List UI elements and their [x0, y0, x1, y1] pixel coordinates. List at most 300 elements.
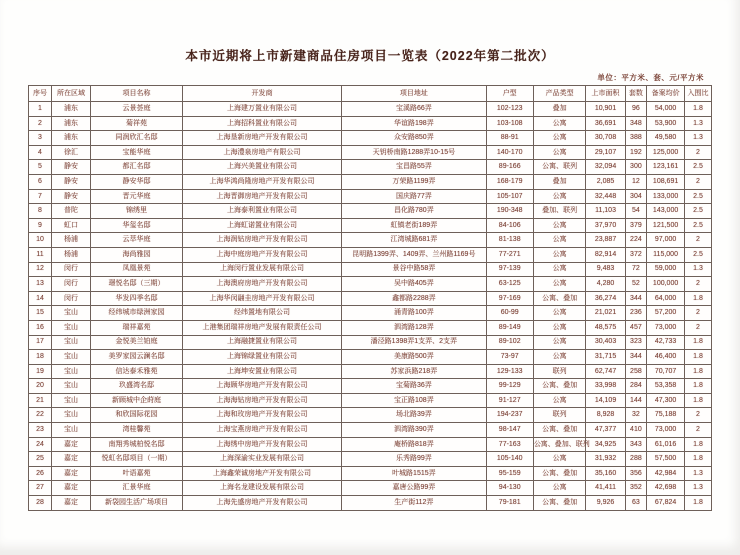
table-cell: 上港集团瑞祥房地产发展有限责任公司	[182, 320, 341, 335]
unit-note: 单位：平方米、套、元/平方米	[597, 73, 704, 82]
table-cell: 73,000	[647, 320, 685, 335]
table-cell: 宝能华庭	[91, 145, 183, 160]
table-cell: 金悦美兰铂庭	[91, 335, 183, 350]
table-cell: 8	[29, 204, 52, 219]
table-cell: 2.5	[684, 160, 711, 175]
table-cell: 1.3	[684, 481, 711, 496]
table-cell: 华玺名邸	[91, 218, 183, 233]
table-cell: 嘉定	[51, 452, 90, 467]
table-cell: 上海名龙建设发展有限公司	[182, 481, 341, 496]
table-cell: 20	[29, 379, 52, 394]
table-cell: 300	[625, 160, 647, 175]
table-cell: 上海招科置业有限公司	[182, 116, 341, 131]
table-cell: 9,926	[586, 496, 625, 511]
table-cell: 联列	[533, 364, 586, 379]
table-cell: 2	[29, 116, 52, 131]
table-cell: 102-123	[486, 102, 533, 117]
table-cell: 47,300	[647, 393, 685, 408]
table-cell: 上海华闵翮圭房地产开发有限公司	[182, 291, 341, 306]
table-cell: 潘泾路1398弄1支弄、2支弄	[342, 335, 486, 350]
table-cell: 97,000	[647, 233, 685, 248]
table-cell: 徐汇	[51, 145, 90, 160]
table-cell: 57,500	[647, 452, 685, 467]
table-cell: 宝山	[51, 320, 90, 335]
table-cell: 天钥桥南路1288弄10-15号	[342, 145, 486, 160]
table-cell: 虹镇老街189弄	[342, 218, 486, 233]
table-cell: 10	[29, 233, 52, 248]
table-cell: 4	[29, 145, 52, 160]
table-cell: 62,747	[586, 364, 625, 379]
table-cell: 17	[29, 335, 52, 350]
table-row	[29, 481, 712, 496]
table-cell: 2	[684, 145, 711, 160]
table-cell: 14,109	[586, 393, 625, 408]
table-cell: 1.8	[684, 437, 711, 452]
table-cell: 公寓	[533, 350, 586, 365]
table-cell: 上海澳府房地产开发有限公司	[182, 277, 341, 292]
table-cell: 1	[29, 102, 52, 117]
table-cell: 美罗家园云澜名邸	[91, 350, 183, 365]
table-cell: 1.8	[684, 452, 711, 467]
table-cell: 静安	[51, 174, 90, 189]
table-cell: 46,400	[647, 350, 685, 365]
table-cell: 81-138	[486, 233, 533, 248]
table-body	[29, 102, 712, 511]
table-row	[29, 145, 712, 160]
table-cell: 上海融捷置业有限公司	[182, 335, 341, 350]
table-cell: 343	[625, 437, 647, 452]
table-cell: 125,000	[647, 145, 685, 160]
table-cell: 南翔秀城柏悦名邸	[91, 437, 183, 452]
table-cell: 8,928	[586, 408, 625, 423]
table-cell: 63-125	[486, 277, 533, 292]
table-cell: 嘉定	[51, 437, 90, 452]
table-cell: 上海绣中房地产开发有限公司	[182, 437, 341, 452]
table-cell: 379	[625, 218, 647, 233]
table-cell: 73-97	[486, 350, 533, 365]
table-cell: 11,103	[586, 204, 625, 219]
table-cell: 105-107	[486, 189, 533, 204]
table-row	[29, 496, 712, 511]
table-cell: 115,000	[647, 247, 685, 262]
table-cell: 388	[625, 131, 647, 146]
table-cell: 上海泰利置业有限公司	[182, 204, 341, 219]
table-cell: 江湾城路681弄	[342, 233, 486, 248]
table-row	[29, 131, 712, 146]
table-row	[29, 379, 712, 394]
table-cell: 菊祥苑	[91, 116, 183, 131]
table-row	[29, 452, 712, 467]
table-cell: 19	[29, 364, 52, 379]
table-cell: 77-271	[486, 247, 533, 262]
column-header: 项目名称	[91, 86, 183, 102]
table-cell: 上海虹诺置业有限公司	[182, 218, 341, 233]
table-cell: 叠加	[533, 102, 586, 117]
table-cell: 1.8	[684, 393, 711, 408]
table-cell: 都汇名邸	[91, 160, 183, 175]
table-cell: 30,708	[586, 131, 625, 146]
table-cell: 11	[29, 247, 52, 262]
table-cell: 10,901	[586, 102, 625, 117]
table-cell: 1.8	[684, 350, 711, 365]
table-cell: 上海中庭房地产开发有限公司	[182, 247, 341, 262]
table-cell: 224	[625, 233, 647, 248]
table-cell: 36,691	[586, 116, 625, 131]
table-cell: 28	[29, 496, 52, 511]
table-cell: 21,021	[586, 306, 625, 321]
table-cell: 华谊路198弄	[342, 116, 486, 131]
table-cell: 2.5	[684, 204, 711, 219]
table-cell: 1.8	[684, 496, 711, 511]
table-cell: 静安	[51, 189, 90, 204]
table-cell: 9,483	[586, 262, 625, 277]
table-cell: 公寓、叠加	[533, 379, 586, 394]
table-row	[29, 350, 712, 365]
table-cell: 泗湾路390弄	[342, 423, 486, 438]
table-cell: 73,000	[647, 423, 685, 438]
table-cell: 公寓、叠加	[533, 466, 586, 481]
table-cell: 7	[29, 189, 52, 204]
table-cell: 叶城路1515弄	[342, 466, 486, 481]
table-cell: 宝山	[51, 350, 90, 365]
table-cell: 嘉定	[51, 481, 90, 496]
table-row	[29, 204, 712, 219]
table-cell: 75,188	[647, 408, 685, 423]
table-cell: 宝山	[51, 364, 90, 379]
table-cell: 63	[625, 496, 647, 511]
table-cell: 67,824	[647, 496, 685, 511]
table-header-row	[29, 86, 712, 102]
table-cell: 2	[684, 233, 711, 248]
table-cell: 生产街112弄	[342, 496, 486, 511]
column-header: 户型	[486, 86, 533, 102]
table-cell: 84-106	[486, 218, 533, 233]
table-cell: 89-149	[486, 320, 533, 335]
table-cell: 昆明路1399弄、1409弄、兰州路1169号	[342, 247, 486, 262]
table-cell: 23	[29, 423, 52, 438]
table-cell: 杨浦	[51, 233, 90, 248]
table-cell: 上海顾华房地产开发有限公司	[182, 379, 341, 394]
table-cell: 4,280	[586, 277, 625, 292]
table-cell: 192	[625, 145, 647, 160]
table-cell: 2,085	[586, 174, 625, 189]
table-cell: 18	[29, 350, 52, 365]
table-cell: 36,274	[586, 291, 625, 306]
table-cell: 9	[29, 218, 52, 233]
table-cell: 33,998	[586, 379, 625, 394]
table-cell: 2.5	[684, 189, 711, 204]
table-cell: 场北路39弄	[342, 408, 486, 423]
table-cell: 457	[625, 320, 647, 335]
table-row	[29, 335, 712, 350]
table-cell: 27	[29, 481, 52, 496]
table-cell: 190-348	[486, 204, 533, 219]
table-cell: 22	[29, 408, 52, 423]
table-cell: 2	[684, 408, 711, 423]
table-row	[29, 423, 712, 438]
table-row	[29, 247, 712, 262]
table-cell: 公寓	[533, 131, 586, 146]
table-cell: 32,448	[586, 189, 625, 204]
table-cell: 24	[29, 437, 52, 452]
table-row	[29, 364, 712, 379]
table-cell: 宝山	[51, 335, 90, 350]
table-cell: 宝山	[51, 306, 90, 321]
table-cell: 上海宝燕房地产开发有限公司	[182, 423, 341, 438]
table-cell: 64,000	[647, 291, 685, 306]
table-cell: 121,500	[647, 218, 685, 233]
table-row	[29, 277, 712, 292]
table-cell: 15	[29, 306, 52, 321]
table-cell: 昌化路780弄	[342, 204, 486, 219]
table-cell: 30,403	[586, 335, 625, 350]
table-cell: 公寓、叠加、联列	[533, 437, 586, 452]
table-cell: 吴中路405弄	[342, 277, 486, 292]
table-cell: 泗湾路128弄	[342, 320, 486, 335]
table-cell: 嘉唐公路99弄	[342, 481, 486, 496]
table-cell: 国庆路77弄	[342, 189, 486, 204]
table-cell: 上海和玫房地产开发有限公司	[182, 408, 341, 423]
table-cell: 上海深渝实业发展有限公司	[182, 452, 341, 467]
table-cell: 鑫都路2288弄	[342, 291, 486, 306]
table-cell: 公寓、叠加	[533, 423, 586, 438]
table-cell: 联列	[533, 408, 586, 423]
table-cell: 77-163	[486, 437, 533, 452]
table-cell: 上海华鸿尚隆房地产开发有限公司	[182, 174, 341, 189]
table-cell: 玖盛湾名邸	[91, 379, 183, 394]
table-cell: 和欣国际花园	[91, 408, 183, 423]
table-cell: 公寓	[533, 277, 586, 292]
table-cell: 95-159	[486, 466, 533, 481]
table-cell: 湾桂馨苑	[91, 423, 183, 438]
table-cell: 41,411	[586, 481, 625, 496]
table-cell: 97-169	[486, 291, 533, 306]
table-cell: 61,016	[647, 437, 685, 452]
table-cell: 91-127	[486, 393, 533, 408]
table-cell: 公寓	[533, 481, 586, 496]
table-cell: 133,000	[647, 189, 685, 204]
column-header: 上市面积	[586, 86, 625, 102]
table-row	[29, 233, 712, 248]
table-cell: 上海垦新房地产开发有限公司	[182, 131, 341, 146]
table-cell: 1.3	[684, 116, 711, 131]
table-cell: 汇景华庭	[91, 481, 183, 496]
table-cell: 23,887	[586, 233, 625, 248]
table-cell: 静安华邸	[91, 174, 183, 189]
table-cell: 12	[625, 174, 647, 189]
table-cell: 79-181	[486, 496, 533, 511]
table-cell: 42,984	[647, 466, 685, 481]
table-cell: 众安路850弄	[342, 131, 486, 146]
column-header: 入围比	[684, 86, 711, 102]
table-cell: 168-179	[486, 174, 533, 189]
table-cell: 公寓	[533, 189, 586, 204]
table-cell: 公寓、联列	[533, 160, 586, 175]
table-cell: 89-166	[486, 160, 533, 175]
column-header: 备案均价	[647, 86, 685, 102]
table-cell: 2	[684, 320, 711, 335]
table-cell: 1.8	[684, 335, 711, 350]
table-cell: 103-108	[486, 116, 533, 131]
table-cell: 浦东	[51, 131, 90, 146]
table-cell: 乐秀路99弄	[342, 452, 486, 467]
table-cell: 356	[625, 466, 647, 481]
table-cell: 公寓、叠加	[533, 291, 586, 306]
table-row	[29, 320, 712, 335]
table-cell: 上海润钻房地产开发有限公司	[182, 233, 341, 248]
table-row	[29, 466, 712, 481]
table-cell: 宝溪路66弄	[342, 102, 486, 117]
table-cell: 94-130	[486, 481, 533, 496]
table-cell: 53,358	[647, 379, 685, 394]
table-cell: 宝山	[51, 379, 90, 394]
table-cell: 美康路500弄	[342, 350, 486, 365]
table-cell: 璟悦名邸（三期）	[91, 277, 183, 292]
table-cell: 3	[29, 131, 52, 146]
table-cell: 公寓	[533, 247, 586, 262]
table-cell: 42,733	[647, 335, 685, 350]
table-cell: 26	[29, 466, 52, 481]
table-row	[29, 160, 712, 175]
table-cell: 华发四季名邸	[91, 291, 183, 306]
table-cell: 新袋园生活广场项目	[91, 496, 183, 511]
table-cell: 344	[625, 291, 647, 306]
table-cell: 108,691	[647, 174, 685, 189]
column-header: 产品类型	[533, 86, 586, 102]
table-cell: 嘉定	[51, 466, 90, 481]
table-cell: 晋元华庭	[91, 189, 183, 204]
table-cell: 1.3	[684, 466, 711, 481]
table-cell: 闵行	[51, 277, 90, 292]
table-cell: 88-91	[486, 131, 533, 146]
table-cell: 公寓	[533, 306, 586, 321]
table-cell: 35,160	[586, 466, 625, 481]
table-cell: 闵行	[51, 262, 90, 277]
table-cell: 公寓	[533, 218, 586, 233]
table-row	[29, 102, 712, 117]
table-row	[29, 262, 712, 277]
table-cell: 上海坤安置业有限公司	[182, 364, 341, 379]
table-cell: 284	[625, 379, 647, 394]
table-cell: 信达泰禾雅苑	[91, 364, 183, 379]
housing-projects-table	[28, 85, 712, 511]
table-cell: 123,161	[647, 160, 685, 175]
table-cell: 叠加	[533, 174, 586, 189]
table-cell: 99-129	[486, 379, 533, 394]
table-row	[29, 174, 712, 189]
table-cell: 352	[625, 481, 647, 496]
table-cell: 虹口	[51, 218, 90, 233]
table-cell: 344	[625, 350, 647, 365]
table-cell: 2	[684, 423, 711, 438]
table-cell: 100,000	[647, 277, 685, 292]
table-cell: 13	[29, 277, 52, 292]
table-cell: 闵行	[51, 291, 90, 306]
table-cell: 景谷中路58弄	[342, 262, 486, 277]
table-row	[29, 393, 712, 408]
table-cell: 浦东	[51, 116, 90, 131]
table-cell: 372	[625, 247, 647, 262]
table-cell: 32	[625, 408, 647, 423]
table-cell: 万荣路1199弄	[342, 174, 486, 189]
table-cell: 凤凰景苑	[91, 262, 183, 277]
table-cell: 宝山	[51, 393, 90, 408]
table-row	[29, 306, 712, 321]
table-cell: 144	[625, 393, 647, 408]
table-cell: 云景荟庭	[91, 102, 183, 117]
table-cell: 新顾城中企莳庭	[91, 393, 183, 408]
table-cell: 1.3	[684, 131, 711, 146]
table-cell: 96	[625, 102, 647, 117]
table-cell: 82,914	[586, 247, 625, 262]
table-cell: 31,932	[586, 452, 625, 467]
column-header: 序号	[29, 86, 52, 102]
table-cell: 236	[625, 306, 647, 321]
table-cell: 苏家浜路218弄	[342, 364, 486, 379]
table-cell: 涌青路100弄	[342, 306, 486, 321]
table-cell: 杨浦	[51, 247, 90, 262]
table-cell: 54,000	[647, 102, 685, 117]
table-cell: 经纬城市绿洲家园	[91, 306, 183, 321]
table-cell: 25	[29, 452, 52, 467]
table-cell: 经纬置地有限公司	[182, 306, 341, 321]
page-title: 本市近期将上市新建商品住房项目一览表（2022年第二批次）	[185, 49, 555, 63]
table-cell: 公寓	[533, 145, 586, 160]
table-cell: 60-99	[486, 306, 533, 321]
table-cell: 公寓	[533, 320, 586, 335]
table-cell: 瑞祥嘉苑	[91, 320, 183, 335]
table-cell: 29,107	[586, 145, 625, 160]
table-cell: 宝昌路55弄	[342, 160, 486, 175]
table-cell: 公寓	[533, 393, 586, 408]
table-row	[29, 291, 712, 306]
table-cell: 410	[625, 423, 647, 438]
table-cell: 59,000	[647, 262, 685, 277]
table-cell: 宝菊路36弄	[342, 379, 486, 394]
table-cell: 288	[625, 452, 647, 467]
table-cell: 叠加、联列	[533, 204, 586, 219]
table-cell: 庵桥路818弄	[342, 437, 486, 452]
table-cell: 2	[684, 174, 711, 189]
table-cell: 31,715	[586, 350, 625, 365]
table-cell: 公寓	[533, 335, 586, 350]
table-cell: 12	[29, 262, 52, 277]
table-cell: 16	[29, 320, 52, 335]
table-cell: 2	[684, 306, 711, 321]
table-cell: 89-102	[486, 335, 533, 350]
table-cell: 34,925	[586, 437, 625, 452]
table-cell: 105-140	[486, 452, 533, 467]
table-cell: 2.5	[684, 218, 711, 233]
table-cell: 上海闵行置业发展有限公司	[182, 262, 341, 277]
table-cell: 海尚雅园	[91, 247, 183, 262]
table-cell: 宝正路108弄	[342, 393, 486, 408]
table-cell: 32,094	[586, 160, 625, 175]
table-cell: 72	[625, 262, 647, 277]
table-cell: 143,000	[647, 204, 685, 219]
table-cell: 57,200	[647, 306, 685, 321]
table-cell: 悦虹名邸项目（一期）	[91, 452, 183, 467]
table-cell: 同润欣汇名邸	[91, 131, 183, 146]
table-cell: 1.3	[684, 262, 711, 277]
table-cell: 6	[29, 174, 52, 189]
table-cell: 上海锦绿置业有限公司	[182, 350, 341, 365]
table-cell: 2	[684, 277, 711, 292]
table-cell: 48,575	[586, 320, 625, 335]
table-cell: 97-139	[486, 262, 533, 277]
table-cell: 上海澧泉房地产有限公司	[182, 145, 341, 160]
table-cell: 锦绣里	[91, 204, 183, 219]
